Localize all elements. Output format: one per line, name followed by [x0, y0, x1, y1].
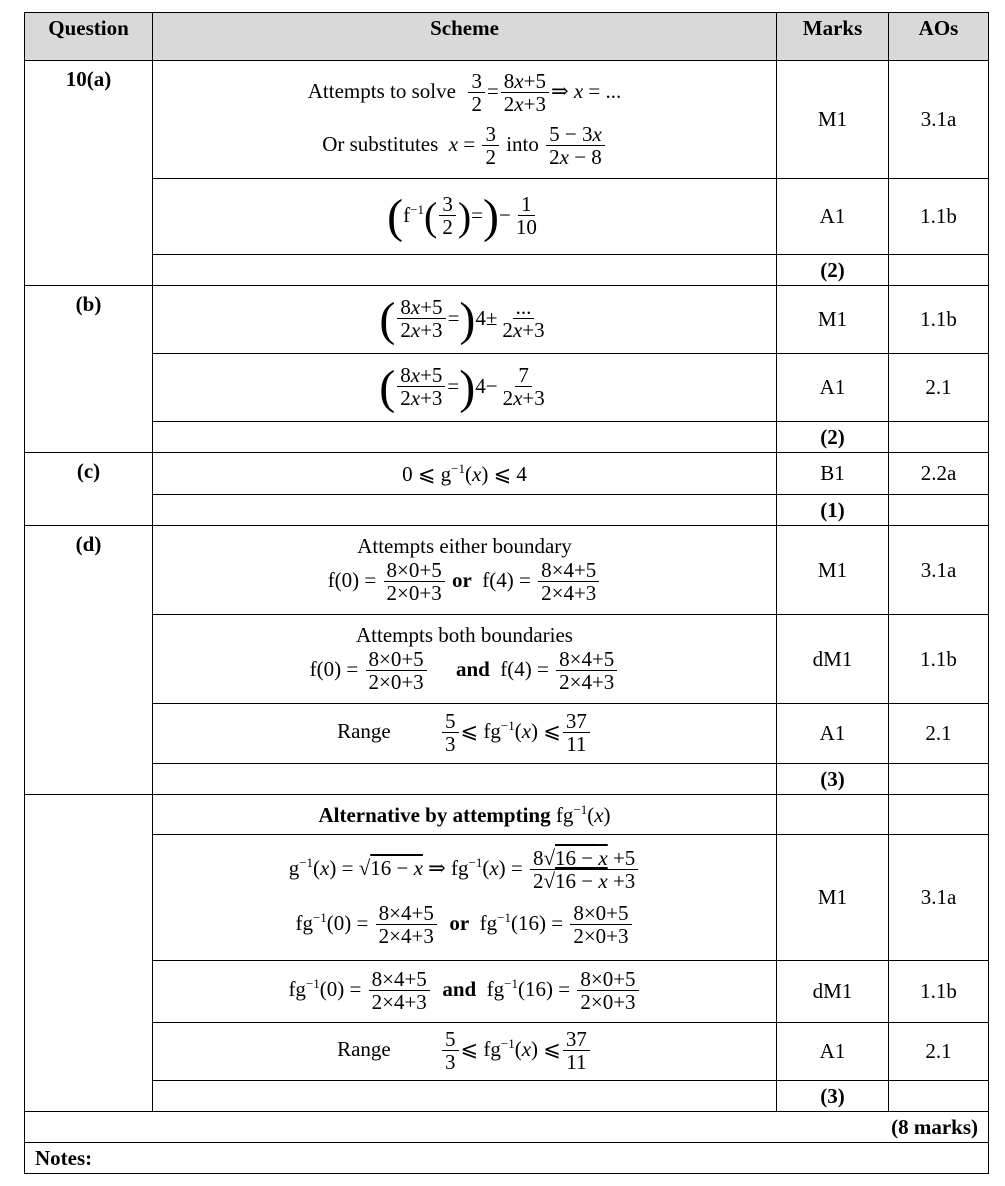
scheme-d3: Range $\frac{5}{3}$ ⩽ $fg^{-1}(x)$ ⩽ $\frac{37}{11}$ — [153, 704, 777, 764]
scheme-text: Attempts both boundaries — [356, 623, 573, 648]
mark-c1: B1 — [777, 453, 889, 495]
table-row — [25, 961, 989, 1023]
ao-d1: 3.1a — [889, 526, 989, 615]
table-row — [25, 255, 989, 286]
scheme-d2: Attempts both boundaries f(0) = $\frac{8\times 0+5}{2\times 0+3}$ and f(4) = $\frac{8\times 4+5}{2\times 4+3}$ — [153, 615, 777, 704]
notes-label: Notes: — [25, 1143, 989, 1174]
question-label-b: (b) — [25, 286, 153, 453]
mark-d1: M1 — [777, 526, 889, 615]
ao-a1: 3.1a — [889, 61, 989, 179]
scheme-d1: Attempts either boundary f(0) = $\frac{8\times 0+5}{2\times 0+3}$ or f(4) = $\frac{8\times 4+5}{2\times 4+3}$ — [153, 526, 777, 615]
scheme-alt2: $fg^{-1}(0)$ = $\frac{8\times 4+5}{2\times 4+3}$ and $fg^{-1}(16)$ = $\frac{8\times 0+5}{2\times 0+3}$ — [153, 961, 777, 1023]
scheme-b2: ( $\frac{8x+5}{2x+3}$ =)4− $\frac{7}{2x+3}$ — [153, 354, 777, 422]
ao-b1: 1.1b — [889, 286, 989, 354]
header-scheme: Scheme — [153, 13, 777, 61]
total-b: (2) — [777, 422, 889, 453]
total-d: (3) — [777, 764, 889, 795]
mark-d3: A1 — [777, 704, 889, 764]
table-row — [25, 835, 989, 961]
table-row — [25, 1143, 989, 1174]
table-row — [25, 1081, 989, 1112]
scheme-text: into — [506, 131, 539, 156]
table-row — [25, 495, 989, 526]
table-row — [25, 453, 989, 495]
total-a: (2) — [777, 255, 889, 286]
table-row — [25, 526, 989, 615]
overall-total: (8 marks) — [25, 1112, 989, 1143]
mark-alt2: dM1 — [777, 961, 889, 1023]
scheme-b1: ( $\frac{8x+5}{2x+3}$ =)4± ... 2x+3 — [153, 286, 777, 354]
scheme-alt3: Range $\frac{5}{3}$ ⩽ $fg^{-1}(x)$ ⩽ $\frac{37}{11}$ — [153, 1023, 777, 1081]
alt-title: Alternative by attempting $fg^{-1}(x)$ — [153, 795, 777, 835]
scheme-a1: Attempts to solve $\frac{3}{2}$ = $\frac{8x+5}{2x+3}$ ⇒ x = ... Or substitutes x = $\frac{3}{2}$ into $\frac{5 - 3x}{2x - 8}$ — [153, 61, 777, 179]
table-row — [25, 422, 989, 453]
table-row — [25, 1112, 989, 1143]
table-row — [25, 354, 989, 422]
question-label-a: 10(a) — [25, 61, 153, 286]
mark-b1: M1 — [777, 286, 889, 354]
table-row — [25, 764, 989, 795]
scheme-text: Attempts to solve — [307, 79, 456, 104]
table-row — [25, 61, 989, 179]
scheme-text: Or substitutes — [322, 131, 439, 156]
scheme-c1: 0 ⩽ $g^{-1}(x)$ ⩽ 4 — [153, 453, 777, 495]
ao-alt2: 1.1b — [889, 961, 989, 1023]
mark-a2: A1 — [777, 179, 889, 255]
header-aos: AOs — [889, 13, 989, 61]
scheme-text: Alternative by attempting — [318, 802, 551, 827]
scheme-a2: ($f^{-1}$( $\frac{3}{2}$ )=)− $\frac{1}{10}$ — [153, 179, 777, 255]
total-c: (1) — [777, 495, 889, 526]
header-marks: Marks — [777, 13, 889, 61]
table-row — [25, 615, 989, 704]
question-label-c: (c) — [25, 453, 153, 526]
scheme-alt1: $g^{-1}(x) = √16 - x$ ⇒ $fg^{-1}(x)$ = $\frac{8√16 - x +5}{2√16 - x +3}$ $fg^{-1}(0)$ = $\frac{8\times 4+5}{2\times 4+3}$ or $fg^{-1}(16)$ = $\frac{8\times 0+5}{2\times 0+3}$ — [153, 835, 777, 961]
table-row — [25, 286, 989, 354]
ao-c1: 2.2a — [889, 453, 989, 495]
ao-d3: 2.1 — [889, 704, 989, 764]
mark-b2: A1 — [777, 354, 889, 422]
scheme-text: or — [451, 568, 472, 593]
table-row — [25, 795, 989, 835]
ao-a2: 1.1b — [889, 179, 989, 255]
ao-alt1: 3.1a — [889, 835, 989, 961]
scheme-text: or — [449, 910, 470, 935]
mark-d2: dM1 — [777, 615, 889, 704]
question-label-d: (d) — [25, 526, 153, 795]
header-row — [25, 13, 989, 61]
mark-scheme-table — [24, 12, 989, 1174]
scheme-text: and — [442, 977, 477, 1002]
mark-alt1: M1 — [777, 835, 889, 961]
total-alt: (3) — [777, 1081, 889, 1112]
scheme-text: Range — [337, 719, 391, 744]
ao-d2: 1.1b — [889, 615, 989, 704]
scheme-text: and — [455, 657, 490, 682]
table-row — [25, 1023, 989, 1081]
ao-b2: 2.1 — [889, 354, 989, 422]
mark-alt3: A1 — [777, 1023, 889, 1081]
table-row — [25, 179, 989, 255]
table-row — [25, 704, 989, 764]
scheme-text: Range — [337, 1037, 391, 1062]
scheme-text: Attempts either boundary — [357, 534, 572, 559]
ao-alt3: 2.1 — [889, 1023, 989, 1081]
header-question: Question — [25, 13, 153, 61]
mark-a1: M1 — [777, 61, 889, 179]
